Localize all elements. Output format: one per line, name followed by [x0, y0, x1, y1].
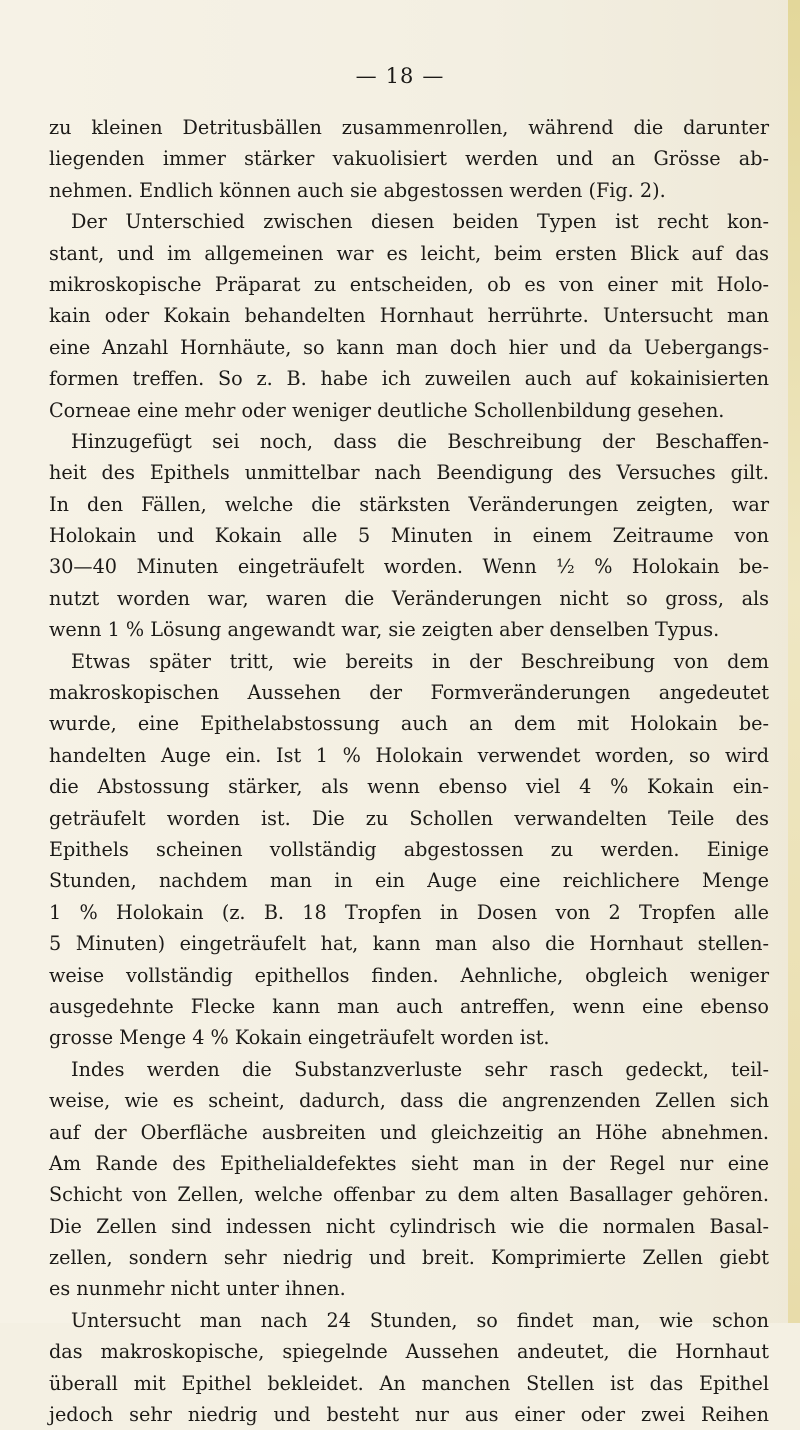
text-line: überall mit Epithel bekleidet. An manchen Stellen ist das Epithel	[49, 1371, 769, 1395]
text-line: Hinzugefügt sei noch, dass die Beschreibung der Beschaffen-	[71, 429, 769, 453]
text-line: makroskopischen Aussehen der Formveränderungen angedeutet	[49, 681, 769, 705]
text-line: Indes werden die Substanzverluste sehr rasch gedeckt, teil-	[71, 1057, 769, 1081]
page-number-dash-right: —	[422, 64, 445, 88]
text-line: Der Unterschied zwischen diesen beiden Typen ist recht kon-	[71, 210, 769, 234]
page-number-value: 18	[385, 64, 415, 88]
text-line: das makroskopische, spiegelnde Aussehen andeutet, die Hornhaut	[49, 1340, 769, 1364]
text-line: weise, wie es scheint, dadurch, dass die angrenzenden Zellen sich	[49, 1089, 769, 1113]
text-line: wurde, eine Epithelabstossung auch an dem mit Holokain be-	[49, 712, 769, 736]
text-line: auf der Oberfläche ausbreiten und gleichzeitig an Höhe abnehmen.	[49, 1120, 769, 1144]
text-line: weise vollständig epithellos finden. Aehnliche, obgleich weniger	[49, 963, 769, 987]
text-line: heit des Epithels unmittelbar nach Beendigung des Versuches gilt.	[49, 461, 769, 485]
text-line: Corneae eine mehr oder weniger deutliche Schollenbildung gesehen.	[49, 398, 725, 422]
body-text	[49, 112, 769, 1430]
text-line: zellen, sondern sehr niedrig und breit. Komprimierte Zellen giebt	[49, 1246, 769, 1270]
text-line: Am Rande des Epithelialdefektes sieht man in der Regel nur eine	[49, 1151, 769, 1175]
text-line: die Abstossung stärker, als wenn ebenso viel 4 % Kokain ein-	[49, 775, 769, 799]
text-line: Untersucht man nach 24 Stunden, so findet man, wie schon	[71, 1308, 769, 1332]
text-line: kain oder Kokain behandelten Hornhaut herrührte. Untersucht man	[49, 304, 769, 328]
text-line: mikroskopische Präparat zu entscheiden, ob es von einer mit Holo-	[49, 272, 769, 296]
text-line: In den Fällen, welche die stärksten Veränderungen zeigten, war	[49, 492, 769, 516]
text-line: 1 % Holokain (z. B. 18 Tropfen in Dosen von 2 Tropfen alle	[49, 900, 769, 924]
text-line: Epithels scheinen vollständig abgestossen zu werden. Einige	[49, 837, 769, 861]
text-line: Stunden, nachdem man in ein Auge eine reichlichere Menge	[49, 869, 769, 893]
page-number	[0, 64, 800, 88]
text-line: geträufelt worden ist. Die zu Schollen verwandelten Teile des	[49, 806, 769, 830]
text-line: stant, und im allgemeinen war es leicht, beim ersten Blick auf das	[49, 241, 769, 265]
text-line: jedoch sehr niedrig und besteht nur aus einer oder zwei Reihen	[49, 1403, 769, 1427]
text-line: handelten Auge ein. Ist 1 % Holokain verwendet worden, so wird	[49, 743, 769, 767]
text-line: Holokain und Kokain alle 5 Minuten in einem Zeitraume von	[49, 524, 769, 548]
text-line: Schicht von Zellen, welche offenbar zu dem alten Basallager gehören.	[49, 1183, 769, 1207]
text-line: zu kleinen Detritusbällen zusammenrollen, während die darunter	[49, 116, 769, 139]
text-line: 5 Minuten) eingeträufelt hat, kann man also die Hornhaut stellen-	[49, 932, 769, 956]
text-line: Die Zellen sind indessen nicht cylindrisch wie die normalen Basal-	[49, 1214, 769, 1238]
page-number-dash-left: —	[355, 64, 378, 88]
text-line: eine Anzahl Hornhäute, so kann man doch hier und da Uebergangs-	[49, 335, 769, 359]
text-line: liegenden immer stärker vakuolisiert werden und an Grösse ab-	[49, 147, 769, 171]
text-line: wenn 1 % Lösung angewandt war, sie zeigten aber denselben Typus.	[49, 618, 720, 642]
text-line: nutzt worden war, waren die Veränderungen nicht so gross, als	[49, 586, 769, 610]
text-line: nehmen. Endlich können auch sie abgestossen werden (Fig. 2).	[49, 178, 666, 202]
page-edge	[788, 0, 800, 1323]
text-line: 30—40 Minuten eingeträufelt worden. Wenn ½ % Holokain be-	[49, 555, 769, 579]
text-line: ausgedehnte Flecke kann man auch antreffen, wenn eine ebenso	[49, 994, 769, 1018]
text-line: es nunmehr nicht unter ihnen.	[49, 1277, 346, 1301]
text-line: Etwas später tritt, wie bereits in der Beschreibung von dem	[71, 649, 769, 673]
text-line: grosse Menge 4 % Kokain eingeträufelt worden ist.	[49, 1026, 550, 1050]
text-line: formen treffen. So z. B. habe ich zuweilen auch auf kokainisierten	[49, 367, 769, 391]
